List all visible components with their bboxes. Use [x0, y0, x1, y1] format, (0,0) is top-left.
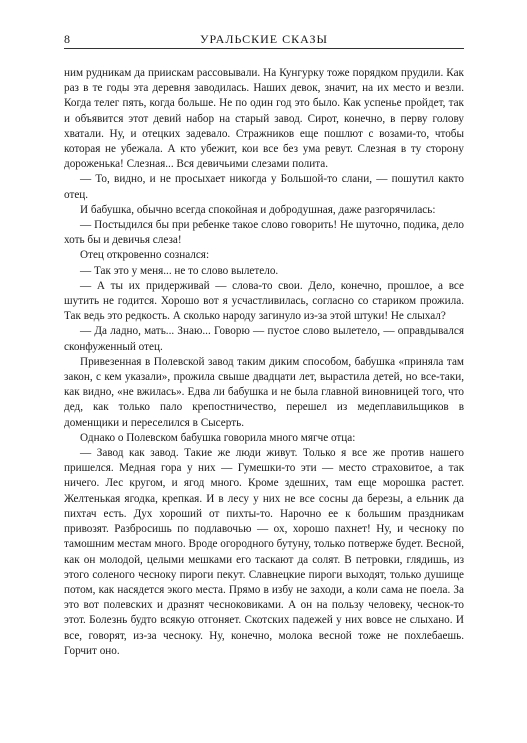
- page-number: 8: [64, 32, 70, 46]
- paragraph: ним рудникам да приискам рассовывали. На Кунгурку тоже порядком прудили. Как раз в те годы эта деревня заводилась. Наших девок, значит, на их место и везли. Когда телег пять, когда больше. Не по один год это было. Как успенье пройдет, так и объявится этот девий набор на старый завод. Сирот, конечно, в перву голову хватали. Ну, и отецких задевало. Стражников еще пошлют с возами-то, чтобы которая не убежала. А кто убежит, кои все без ума ревут. Слезная в ту сторону дороженька! Слезная... Вся девичьими слезами полита.: [64, 67, 464, 171]
- book-title: УРАЛЬСКИЕ СКАЗЫ: [200, 32, 328, 46]
- paragraph: — Постыдился бы при ребенке такое слово говорить! Не шуточно, подика, дело хоть бы и девичья слеза!: [64, 219, 464, 247]
- paragraph: — Так это у меня... не то слово вылетело.: [80, 264, 279, 277]
- paragraph: — Да ладно, мать... Знаю... Говорю — пустое слово вылетело, — оправдывался сконфуженный отец.: [64, 325, 464, 353]
- paragraph: — А ты их придерживай — слова-то свои. Дело, конечно, прошлое, а все шутить не годится. Хорошо вот я усчастливилась, согласно со стариком прожила. Так ведь это редкость. А сколько народу загинуло из-за этой штуки! Не слыхал?: [64, 279, 464, 323]
- paragraph: — То, видно, и не просыхает никогда у Большой-то слани, — пошутил както отец.: [64, 173, 464, 201]
- text-block: [64, 66, 464, 659]
- paragraph: Однако о Полевском бабушка говорила много мягче отца:: [80, 431, 356, 444]
- header-rule: [64, 48, 464, 49]
- paragraph: Отец откровенно сознался:: [80, 249, 210, 262]
- paragraph: — Завод как завод. Такие же люди живут. Только я все же против нашего пришелся. Медная гора у них — Гумешки-то эти — место страховитое, а так ничего. Лес кругом, и ягод много. Кроме здешних, там еще морошка растет. Желтенькая ягодка, крепкая. И в лесу у них не все сосны да березы, а ельник да пихтач есть. Дух хороший от пихты-то. Нарочно ее к большим праздникам привозят. Разбросишь по подлавочью — ох, хорошо пахнет! Ну, и чесноку по тамошним местам много. Вроде огородного бутуну, только потверже будет. Весной, как он молодой, целыми мешками его таскают да солят. В петровки, глядишь, из этого соленого чесноку пироги пекут. Славнецкие пироги выходят, только душище потом, как насядется экого места. Прямо в избу не заходи, а коли сама не поела. За это вот полевских и дразнят чесноковиками. А он на пользу человеку, чеснок-то этот. Болезнь будто всякую отгоняет. Скотских падежей у них вовсе не слыхано. И все, говорят, из-за чесноку. Ну, конечно, молока весной тоже не похлебаешь. Горчит оно.: [64, 447, 464, 657]
- paragraph: Привезенная в Полевской завод таким диким способом, бабушка «приняла там закон, с кем указали», прожила свыше двадцати лет, вырастила детей, но все-таки, как видно, «не вжилась». Едва ли бабушка и не была главной виновницей того, что дед, как только пало крепостничество, перешел из медеплавильщиков в доменщики и переселился в Сысерть.: [64, 355, 464, 429]
- paragraph: И бабушка, обычно всегда спокойная и добродушная, даже разгорячилась:: [80, 203, 436, 216]
- running-head: [64, 30, 464, 50]
